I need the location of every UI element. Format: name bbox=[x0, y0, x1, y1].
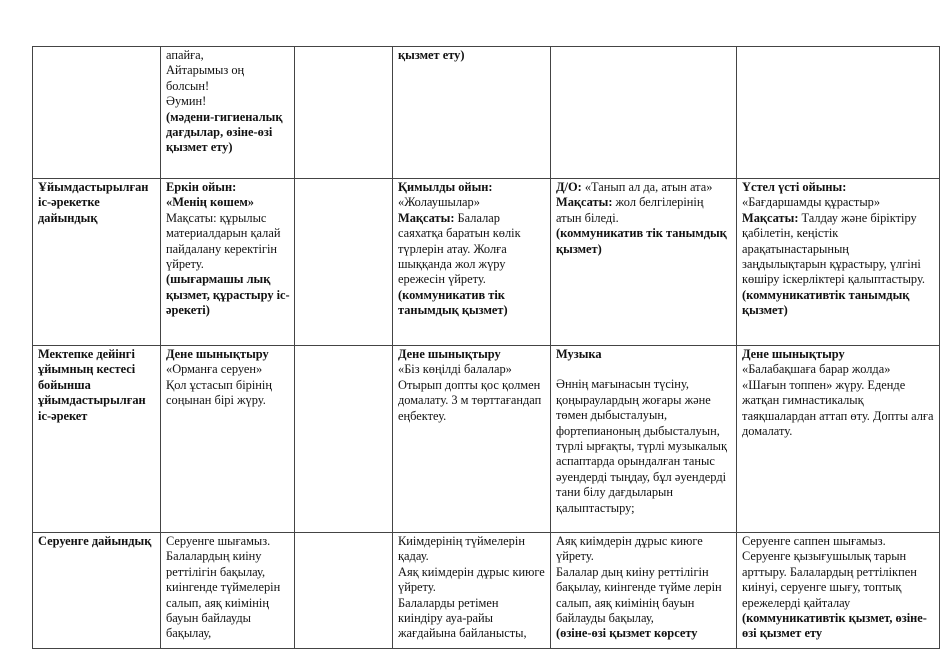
cell-text: (коммуникативтік танымдық қызмет) bbox=[742, 287, 910, 318]
cell-text: қызмет ету) bbox=[398, 48, 465, 62]
cell-lead: Мақсаты: bbox=[556, 195, 613, 210]
cell-text: Балаларды ретімен киіндіру ауа-райы жағдайына байланысты, bbox=[398, 595, 527, 641]
cell-text: (мәдени-гигиеналық дағдылар, өзіне-өзі қызмет ету) bbox=[166, 109, 283, 155]
cell-text: Дене шынықтыру bbox=[166, 347, 269, 361]
cell-day-2 bbox=[295, 533, 393, 649]
cell-text: «Жолаушылар» bbox=[398, 195, 480, 210]
cell-label bbox=[33, 346, 161, 533]
cell-day-3 bbox=[393, 179, 551, 346]
cell-text: Отырып допты қос қолмен домалату. 3 м төрттағандап еңбектеу. bbox=[398, 377, 542, 423]
cell-text: Аяқ киімдерін дұрыс киюге үйрету. bbox=[556, 534, 703, 564]
cell-day-3 bbox=[393, 47, 551, 179]
cell-text: (өзіне-өзі қызмет көрсету bbox=[556, 626, 698, 641]
cell-day-1 bbox=[161, 47, 295, 179]
cell-day-4 bbox=[551, 179, 737, 346]
cell-text: «Бағдаршамды құрастыр» bbox=[742, 195, 881, 210]
cell-text: Д/О: «Танып ал да, атын ата» bbox=[556, 180, 713, 194]
cell-text: Балалар дың киіну реттілігін бақылау, киінгенде түйме лерін салып, аяқ киімінің бауын байлауды бақылау, bbox=[556, 564, 722, 626]
cell-day-2 bbox=[295, 179, 393, 346]
row-preparation bbox=[33, 179, 940, 346]
row-organized-activity bbox=[33, 346, 940, 533]
cell-text: Серуенге саппен шығамыз. Серуенге қызығушылық тарын арттыру. Балалардың реттілікпен киінуі, серуенге шығу, топтық ережелерді қайталау bbox=[742, 534, 917, 610]
cell-text: Дене шынықтыру bbox=[398, 347, 501, 361]
cell-label bbox=[33, 179, 161, 346]
cell-text: Мектепке дейінгі ұйымның кестесі бойынша ұйымдастырылған іс-әрекет bbox=[38, 347, 146, 423]
cell-day-4 bbox=[551, 346, 737, 533]
cell-text: Мақсаты: құрылыс материалдарын қалай пайдалану керектігін үйрету. bbox=[166, 210, 281, 272]
cell-text: (коммуникатив тік танымдық қызмет) bbox=[556, 226, 727, 256]
cell-lead: Мақсаты: bbox=[398, 210, 455, 225]
cell-text: Дене шынықтыру bbox=[742, 347, 845, 361]
schedule-table bbox=[32, 46, 940, 649]
cell-text: Музыка bbox=[556, 347, 602, 361]
cell-day-3 bbox=[393, 346, 551, 533]
cell-text: Қол ұстасып бірінің соңынан бірі жүру. bbox=[166, 377, 272, 408]
cell-text: «Біз көңілді балалар» bbox=[398, 362, 512, 377]
cell-text: Мақсаты: Талдау және біріктіру қабілетін, кеңістік арақатынастарының заңдылықтарын құрастыру, үлгіні көшіру іскерліктері қалыптастыру. bbox=[742, 210, 925, 287]
cell-text: (коммуникатив тік танымдық қызмет) bbox=[398, 287, 508, 318]
cell-text: Серуенге шығамыз. Балалардың киіну реттілігін бақылау, киінгенде түймелерін салып, аяқ киімінің бауын байлауды бақылау, bbox=[166, 534, 281, 641]
cell-text: Киімдерінің түймелерін қадау. bbox=[398, 534, 525, 564]
cell-text: Әннің мағынасын түсіну, қоңыраулардың жоғары және төмен дыбысталуын, фортепианоның дыбысталуын, түрлі ырғақты, түрлі музыкалық аспаптарда орындалған таныс әуендерді тыңдау, бұл әуендерді тани білу дағдыларын қалыптастыру; bbox=[556, 377, 728, 515]
cell-lead: Д/О: bbox=[556, 180, 582, 194]
cell-text: Еркін ойын: bbox=[166, 180, 237, 194]
cell-text: Айтарымыз оң болсын! bbox=[166, 63, 245, 93]
cell-text: Мақсаты: жол белгілерінің атын біледі. bbox=[556, 195, 704, 225]
cell-day-5 bbox=[737, 533, 940, 649]
cell-text: Мақсаты: Балалар саяхатқа баратын көлік түрлерін атау. Жолға шыққанда жол жүру ережесін үйрету. bbox=[398, 210, 521, 287]
cell-text: Ұйымдастырылған іс-әрекетке дайындық bbox=[38, 180, 149, 225]
cell-day-3 bbox=[393, 533, 551, 649]
row-greeting bbox=[33, 47, 940, 179]
cell-day-5 bbox=[737, 47, 940, 179]
cell-text: (шығармашы лық қызмет, құрастыру іс-әрекеті) bbox=[166, 272, 290, 318]
cell-day-5 bbox=[737, 346, 940, 533]
cell-day-2 bbox=[295, 47, 393, 179]
cell-day-5 bbox=[737, 179, 940, 346]
cell-text: «Балабақшаға барар жолда» bbox=[742, 362, 891, 377]
cell-day-1 bbox=[161, 346, 295, 533]
row-walk-preparation bbox=[33, 533, 940, 649]
blank-line bbox=[556, 362, 732, 377]
cell-day-1 bbox=[161, 533, 295, 649]
cell-text: «Менің көшем» bbox=[166, 195, 254, 210]
cell-text: Әумин! bbox=[166, 94, 207, 109]
cell-text: Үстел үсті ойыны: bbox=[742, 180, 847, 194]
cell-text: Серуенге дайындық bbox=[38, 534, 152, 548]
cell-text: апайға, bbox=[166, 48, 204, 62]
cell-text: Аяқ киімдерін дұрыс киюге үйрету. bbox=[398, 564, 545, 595]
cell-text: «Орманға серуен» bbox=[166, 362, 263, 377]
cell-day-4 bbox=[551, 533, 737, 649]
cell-text: (коммуникативтік қызмет, өзіне-өзі қызмет ету bbox=[742, 611, 927, 641]
cell-day-2 bbox=[295, 346, 393, 533]
cell-day-1 bbox=[161, 179, 295, 346]
cell-label bbox=[33, 533, 161, 649]
cell-lead: Мақсаты: bbox=[742, 210, 799, 225]
cell-day-4 bbox=[551, 47, 737, 179]
cell-label bbox=[33, 47, 161, 179]
cell-text: «Шағын топпен» жүру. Еденде жатқан гимнастикалық таяқшалардан аттап өту. Допты алға домалату. bbox=[742, 377, 934, 439]
cell-text: Қимылды ойын: bbox=[398, 180, 493, 194]
